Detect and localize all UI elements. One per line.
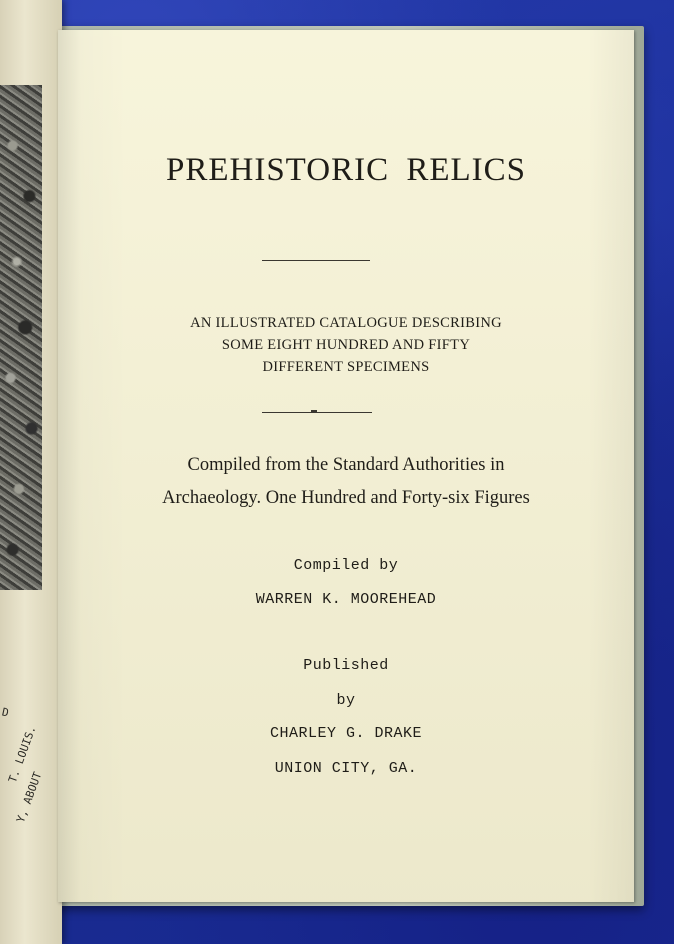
subtitle-line: DIFFERENT SPECIMENS <box>262 359 430 375</box>
subtitle-block <box>58 312 634 378</box>
author-name: WARREN K. MOOREHEAD <box>255 591 437 608</box>
compiled-from-line: Archaeology. One Hundred and Forty-six Figures <box>162 488 530 508</box>
compiled-by-label: Compiled by <box>293 557 399 574</box>
book-title: PREHISTORIC RELICS <box>165 152 527 188</box>
divider-ornament <box>311 410 317 413</box>
by-label: by <box>336 692 356 709</box>
compiled-from-block <box>58 449 634 515</box>
divider-rule <box>262 412 372 413</box>
frontispiece-photo <box>0 85 42 590</box>
left-caption-fragment: D <box>0 705 10 720</box>
compiled-from-line: Compiled from the Standard Authorities in <box>187 455 505 475</box>
left-caption-fragment: T. LOUIS. <box>6 723 39 785</box>
subtitle-line: SOME EIGHT HUNDRED AND FIFTY <box>221 337 471 353</box>
left-caption-fragment: Y, ABOUT <box>14 770 45 825</box>
divider-rule <box>262 260 370 261</box>
subtitle-line: AN ILLUSTRATED CATALOGUE DESCRIBING <box>190 315 502 331</box>
published-label: Published <box>303 657 389 674</box>
publisher-name: CHARLEY G. DRAKE <box>269 725 423 742</box>
publisher-city: UNION CITY, GA. <box>274 760 418 777</box>
left-facing-page <box>0 0 62 944</box>
